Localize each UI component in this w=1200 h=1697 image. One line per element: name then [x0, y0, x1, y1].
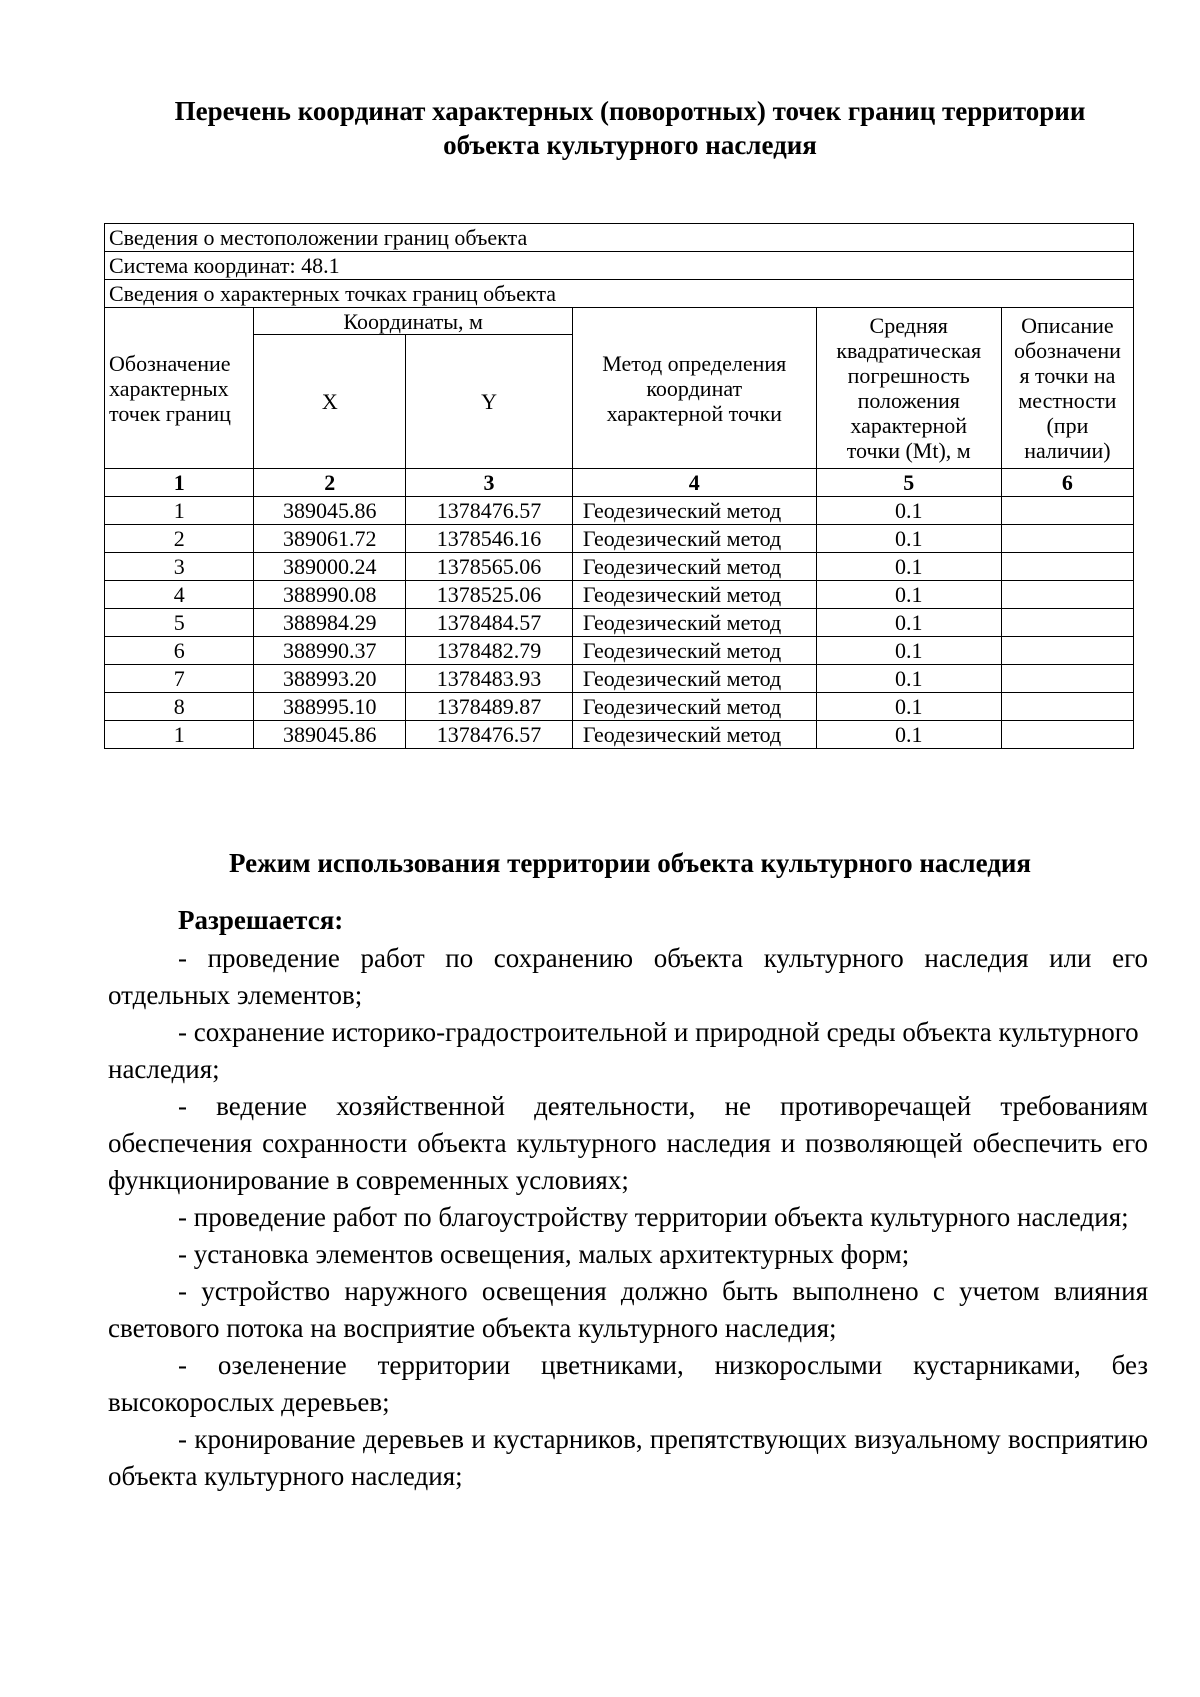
table-row: [105, 721, 1134, 749]
column-number: 4: [572, 469, 816, 497]
cell-method: Геодезический метод: [572, 693, 816, 721]
cell-y: 1378525.06: [406, 581, 573, 609]
cell-description: [1001, 721, 1133, 749]
header-text: координат: [646, 375, 743, 401]
allowed-label: Разрешается:: [178, 905, 344, 935]
header-text: квадратическая: [836, 338, 982, 363]
table-row: [105, 497, 1134, 525]
header-text: Метод определения: [602, 350, 787, 376]
cell-description: [1001, 497, 1133, 525]
cell-y: 1378489.87: [406, 693, 573, 721]
header-text: характерной: [850, 413, 967, 438]
allowed-list: [108, 940, 1148, 1495]
regime-title: Режим использования территории объекта культурного наследия: [228, 848, 1032, 878]
cell-point: 1: [105, 721, 254, 749]
cell-y: 1378482.79: [406, 637, 573, 665]
cell-description: [1001, 665, 1133, 693]
cell-description: [1001, 581, 1133, 609]
header-point-designation: [105, 308, 254, 469]
cell-point: 2: [105, 525, 254, 553]
header-description: [1001, 308, 1133, 469]
cell-x: 389045.86: [254, 497, 406, 525]
header-error: [816, 308, 1001, 469]
cell-method: Геодезический метод: [572, 665, 816, 693]
cell-error: 0.1: [816, 553, 1001, 581]
list-item: - устройство наружного освещения должно быть выполнено с учетом влияния светового потока на восприятие объекта культурного наследия;: [108, 1276, 1148, 1343]
info-row-points: [105, 280, 1134, 308]
header-y: Y: [406, 335, 573, 469]
cell-y: 1378476.57: [406, 721, 573, 749]
header-text: (при: [1046, 413, 1089, 438]
header-text: точки (Mt), м: [846, 438, 971, 463]
cell-description: [1001, 553, 1133, 581]
list-item: - ведение хозяйственной деятельности, не противоречащей требованиям обеспечения сохранности объекта культурного наследия и позволяющей обеспечить его функционирование в современных условиях;: [108, 1091, 1148, 1195]
column-number: 1: [105, 469, 254, 497]
cell-x: 389045.86: [254, 721, 406, 749]
cell-error: 0.1: [816, 721, 1001, 749]
list-item: [108, 1014, 1148, 1088]
header-text: я точки на: [1019, 363, 1116, 388]
title-line-1: Перечень координат характерных (поворотных) точек границ территории: [174, 96, 1086, 126]
cell-error: 0.1: [816, 637, 1001, 665]
cell-error: 0.1: [816, 525, 1001, 553]
cell-description: [1001, 693, 1133, 721]
cell-x: 388993.20: [254, 665, 406, 693]
header-x: X: [254, 335, 406, 469]
cell-point: 3: [105, 553, 254, 581]
table-row: [105, 609, 1134, 637]
list-item: - кронирование деревьев и кустарников, препятствующих визуальному восприятию объекта культурного наследия;: [108, 1424, 1148, 1491]
cell-y: 1378476.57: [406, 497, 573, 525]
header-text: положения: [857, 388, 960, 413]
cell-error: 0.1: [816, 665, 1001, 693]
info-row-coordinate-system: [105, 252, 1134, 280]
cell-description: [1001, 609, 1133, 637]
column-numbers-row: [105, 469, 1134, 497]
cell-error: 0.1: [816, 581, 1001, 609]
list-item: - установка элементов освещения, малых архитектурных форм;: [178, 1239, 910, 1269]
table-row: [105, 553, 1134, 581]
list-item-text: наследия;: [108, 1054, 220, 1084]
cell-method: Геодезический метод: [572, 525, 816, 553]
table-row: [105, 581, 1134, 609]
table-row: [105, 525, 1134, 553]
table-row: [105, 665, 1134, 693]
cell-y: 1378483.93: [406, 665, 573, 693]
cell-method: Геодезический метод: [572, 581, 816, 609]
info-cell: Сведения о характерных точках границ объекта: [105, 280, 1134, 308]
header-text: наличии): [1024, 438, 1111, 463]
list-item-text: - сохранение историко-градостроительной и природной среды объекта культурного: [178, 1017, 1139, 1047]
cell-point: 8: [105, 693, 254, 721]
cell-method: Геодезический метод: [572, 497, 816, 525]
header-text: Описание: [1021, 313, 1114, 338]
cell-x: 389000.24: [254, 553, 406, 581]
cell-error: 0.1: [816, 693, 1001, 721]
cell-description: [1001, 637, 1133, 665]
cell-point: 6: [105, 637, 254, 665]
header-text: характерных: [109, 375, 229, 401]
cell-method: Геодезический метод: [572, 609, 816, 637]
header-text: обозначени: [1013, 338, 1121, 363]
list-item: - проведение работ по сохранению объекта культурного наследия или его отдельных элементов;: [108, 943, 1148, 1010]
title-line-2: объекта культурного наследия: [443, 130, 817, 160]
cell-x: 388984.29: [254, 609, 406, 637]
cell-x: 388990.08: [254, 581, 406, 609]
table-row: [105, 693, 1134, 721]
page-title: [100, 94, 1160, 162]
header-method: [572, 308, 816, 469]
cell-x: 388995.10: [254, 693, 406, 721]
header-text: Средняя: [869, 313, 948, 338]
column-number: 5: [816, 469, 1001, 497]
cell-point: 7: [105, 665, 254, 693]
cell-y: 1378565.06: [406, 553, 573, 581]
header-text: характерной точки: [606, 400, 782, 426]
coordinates-table: [104, 223, 1134, 749]
cell-method: Геодезический метод: [572, 637, 816, 665]
header-text: точек границ: [109, 400, 231, 426]
info-row-location: [105, 224, 1134, 252]
info-cell: Сведения о местоположении границ объекта: [105, 224, 1134, 252]
list-item: - озеленение территории цветниками, низкорослыми кустарниками, без высокорослых деревьев;: [108, 1350, 1148, 1417]
header-text: местности: [1018, 388, 1117, 413]
cell-method: Геодезический метод: [572, 721, 816, 749]
cell-point: 4: [105, 581, 254, 609]
info-cell: Система координат: 48.1: [105, 252, 1134, 280]
table-row: [105, 637, 1134, 665]
cell-x: 388990.37: [254, 637, 406, 665]
list-item: - проведение работ по благоустройству территории объекта культурного наследия;: [178, 1202, 1129, 1232]
cell-y: 1378484.57: [406, 609, 573, 637]
column-number: 2: [254, 469, 406, 497]
header-text: погрешность: [847, 363, 970, 388]
cell-description: [1001, 525, 1133, 553]
column-number: 3: [406, 469, 573, 497]
cell-x: 389061.72: [254, 525, 406, 553]
header-coordinates: Координаты, м: [254, 308, 572, 335]
cell-point: 5: [105, 609, 254, 637]
cell-error: 0.1: [816, 609, 1001, 637]
cell-point: 1: [105, 497, 254, 525]
cell-y: 1378546.16: [406, 525, 573, 553]
header-text: Обозначение: [109, 350, 231, 376]
cell-error: 0.1: [816, 497, 1001, 525]
header-row-1: [105, 308, 1134, 335]
cell-method: Геодезический метод: [572, 553, 816, 581]
column-number: 6: [1001, 469, 1133, 497]
